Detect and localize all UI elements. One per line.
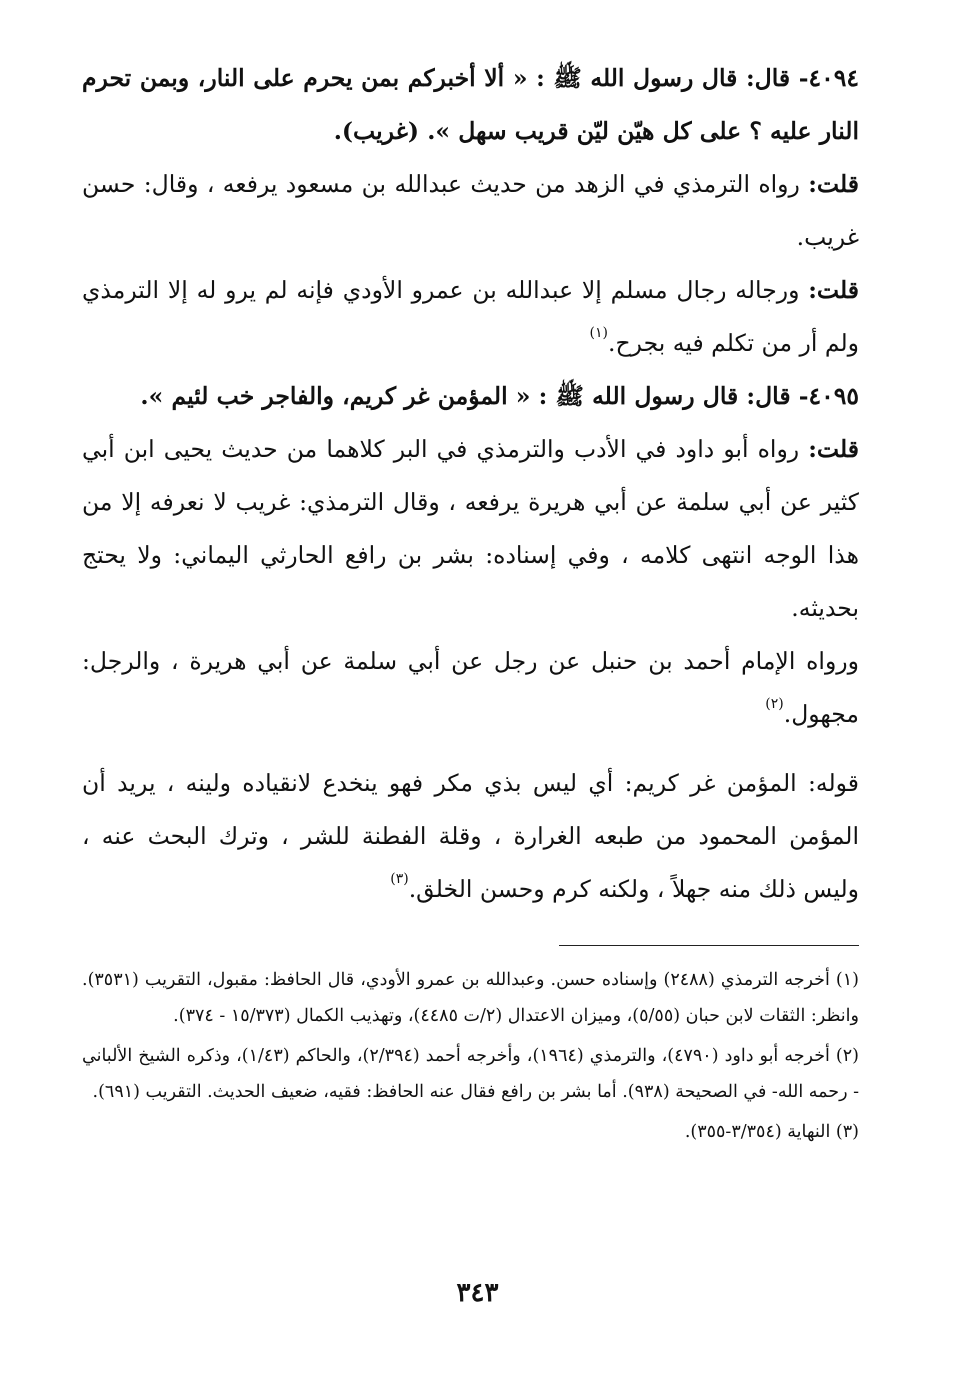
- ahmad-narration: [82, 635, 859, 741]
- footnote-ref-1[interactable]: (١): [589, 325, 608, 341]
- footnote-ref-2[interactable]: (٢): [765, 696, 784, 712]
- footnote-1: (١) أخرجه الترمذي (٢٤٨٨) وإسناده حسن. وعبدالله بن عمرو الأودي، قال الحافظ: مقبول، التقريب (٣٥٣١). وانظر: الثقات لابن حبان (٥/٥٥)، وميزان الاعتدال (٢/ت ٤٤٨٥)، وتهذيب الكمال (١٥/٣٧٣ - ٣٧٤).: [82, 970, 859, 1026]
- footnote-2: (٢) أخرجه أبو داود (٤٧٩٠)، والترمذي (١٩٦٤)، وأخرجه أحمد (٢/٣٩٤)، والحاكم (١/٤٣)، وذكره الشيخ الألباني - رحمه الله- في الصحيحة (٩٣٨). أما بشر بن رافع فقال عنه الحافظ: فقيه، ضعيف الحديث. التقريب (٦٩١).: [82, 1046, 859, 1102]
- page-number: ٣٤٣: [456, 1278, 499, 1308]
- comment-text: رواه الترمذي في الزهد من حديث عبدالله بن مسعود يرفعه ، وقال: حسن غريب.: [82, 170, 859, 251]
- footnotes-section: [82, 962, 859, 1154]
- comment-4094-2: [82, 264, 859, 370]
- explanation-paragraph: [82, 757, 859, 916]
- comment-text: ورجاله رجال مسلم إلا عبدالله بن عمرو الأودي فإنه لم يرو له إلا الترمذي ولم أر من تكلم فيه بجرح.: [82, 276, 859, 357]
- comment-4095: [82, 423, 859, 635]
- comment-text: رواه أبو داود في الأدب والترمذي في البر كلاهما من حديث يحيى ابن أبي كثير عن أبي سلمة عن أبي هريرة يرفعه ، وقال الترمذي: غريب لا نعرفه إلا من هذا الوجه انتهى كلامه ، وفي إسناده: بشر بن رافع الحارثي اليماني: ولا يحتج بحديثه.: [82, 435, 859, 622]
- ahmad-text: ورواه الإمام أحمد بن حنبل عن رجل عن أبي سلمة عن أبي هريرة ، والرجل: مجهول.: [82, 647, 859, 728]
- comment-label: قلت:: [808, 276, 859, 304]
- hadith-4095: ٤٠٩٥- قال: قال رسول الله ﷺ : « المؤمن غر كريم، والفاجر خب لئيم ».: [140, 382, 859, 410]
- hadith-4094: ٤٠٩٤- قال: قال رسول الله ﷺ : « ألا أخبركم بمن يحرم على النار، وبمن تحرم النار عليه ؟ على كل هيّن ليّن قريب سهل ». (غريب).: [82, 64, 859, 145]
- footnote-3: (٣) النهاية (٣/٣٥٤-٣٥٥).: [684, 1122, 859, 1142]
- main-text: [82, 52, 859, 916]
- comment-label: قلت:: [808, 435, 859, 463]
- explanation-text: قوله: المؤمن غر كريم: أي ليس بذي مكر فهو ينخدع لانقياده ولينه ، يريد أن المؤمن المحمود من طبعه الغرارة ، وقلة الفطنة للشر ، وترك البحث عنه ، وليس ذلك منه جهلاً ، ولكنه كرم وحسن الخلق.: [82, 769, 859, 903]
- page-content: [82, 52, 859, 916]
- footnote-ref-3[interactable]: (٣): [390, 871, 409, 887]
- footnote-divider: [559, 945, 859, 946]
- paragraph-spacer: [82, 741, 859, 757]
- comment-label: قلت:: [808, 170, 859, 198]
- comment-4094-1: [82, 158, 859, 264]
